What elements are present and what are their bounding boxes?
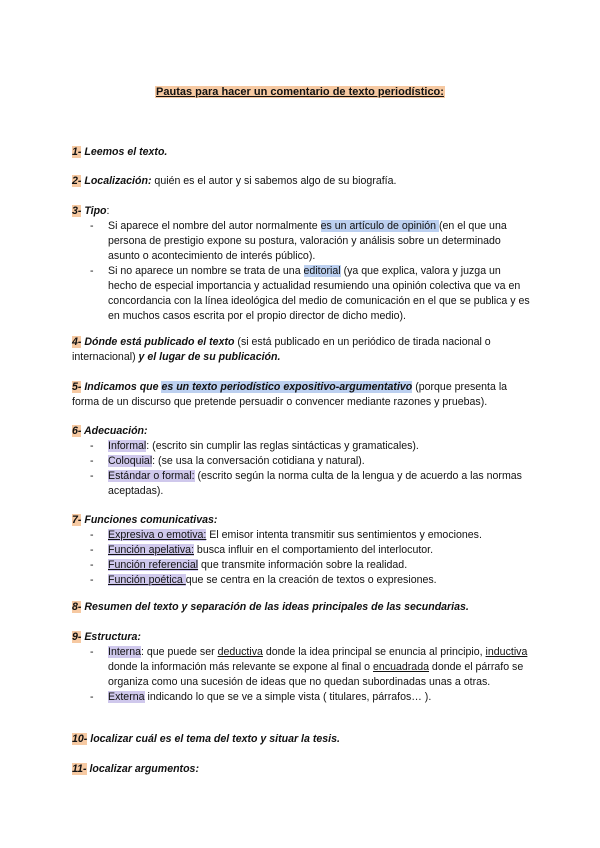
section-heading: Tipo	[81, 205, 107, 217]
highlight: editorial	[303, 265, 341, 277]
section-number: 9-	[72, 631, 82, 643]
section-heading: Leemos el texto.	[81, 146, 168, 158]
section-9	[72, 630, 532, 705]
section-number: 10-	[72, 733, 88, 745]
section-heading: localizar cuál es el tema del texto y situar la tesis.	[87, 733, 340, 745]
list-item: - Estándar o formal: (escrito según la norma culta de la lengua y de acuerdo a las normas aceptadas).	[72, 469, 532, 499]
section-heading: Localización:	[81, 175, 152, 187]
highlight: es un artículo de opinión	[320, 220, 439, 232]
section-1	[72, 145, 532, 160]
highlight: es un texto periodístico expositivo-argumentativo	[161, 381, 413, 393]
page-title: Pautas para hacer un comentario de texto periodístico:	[156, 86, 444, 98]
section-heading: Indicamos que	[81, 381, 162, 393]
type-list	[72, 219, 532, 324]
section-heading: Dónde está publicado el texto	[81, 336, 235, 348]
section-heading: Funciones comunicativas:	[81, 514, 218, 526]
section-5: 5- Indicamos que es un texto periodístico expositivo-argumentativo (porque presenta la forma de un discurso que pretende persuadir o convencer mediante razones y pruebas).	[72, 381, 508, 408]
section-10	[72, 732, 532, 747]
section-heading: Adecuación:	[81, 425, 148, 437]
section-number: 5-	[72, 381, 82, 393]
section-number: 2-	[72, 175, 82, 187]
section-number: 8-	[72, 601, 82, 613]
structure-list	[72, 645, 532, 705]
list-item: - Si aparece el nombre del autor normalmente es un artículo de opinión (en el que una persona de prestigio expone su postura, valoración y análisis sobre un determinado asunto o acontecimiento de interés público).	[72, 219, 532, 264]
list-item: - Externa indicando lo que se ve a simple vista ( titulares, párrafos… ).	[72, 690, 532, 705]
section-3: 3- Tipo: - Si aparece el nombre del autor normalmente es un artículo de opinión (en el que una persona de prestigio expone su postura, valoración y análisis sobre un determinado asunto o acontecimiento de interés público). - Si no aparece un nombre se trata de una editorial (ya que explica, valora y juzga un hecho de especial importancia y actualidad resumiendo una opinión colectiva que va en concordancia con la línea ideológica del medio de comunicación en el que se publica y es en muchos casos escrita por el propio director de dicho medio).	[72, 204, 532, 324]
section-4: 4- Dónde está publicado el texto (si está publicado en un periódico de tirada nacional o internacional) y el lugar de su publicación.	[72, 336, 491, 363]
list-item: - Coloquial: (se usa la conversación cotidiana y natural).	[72, 454, 532, 469]
section-11	[72, 762, 532, 777]
list-item: - Informal: (escrito sin cumplir las reglas sintácticas y gramaticales).	[72, 439, 532, 454]
section-heading: localizar argumentos:	[86, 763, 199, 775]
section-heading: Resumen del texto y separación de las ideas principales de las secundarias.	[81, 601, 469, 613]
functions-list	[72, 528, 532, 588]
section-number: 1-	[72, 146, 82, 158]
list-item: - Interna: que puede ser deductiva donde la idea principal se enuncia al principio, inductiva donde la información más relevante se expone al final o encuadrada donde el párrafo se organiza como una sucesión de ideas que no quedan subordinadas unas a otras.	[72, 645, 532, 690]
section-number: 4-	[72, 336, 82, 348]
section-number: 3-	[72, 205, 82, 217]
section-8	[72, 600, 542, 615]
section-6	[72, 424, 532, 499]
section-text: quién es el autor y si sabemos algo de su biografía.	[151, 175, 397, 187]
section-heading: Estructura:	[81, 631, 141, 643]
section-number: 7-	[72, 514, 82, 526]
list-item: - Si no aparece un nombre se trata de una editorial (ya que explica, valora y juzga un hecho de especial importancia y actualidad resumiendo una opinión colectiva que va en concordancia con la línea ideológica del medio de comunicación en el que se publica y es en muchos casos escrita por el propio director de dicho medio).	[72, 264, 532, 324]
section-7	[72, 513, 532, 588]
list-item: - Función referencial que transmite información sobre la realidad.	[72, 558, 532, 573]
section-2	[72, 174, 532, 189]
section-number: 6-	[72, 425, 82, 437]
list-item: - Expresiva o emotiva: El emisor intenta transmitir sus sentimientos y emociones.	[72, 528, 532, 543]
section-number: 11-	[72, 763, 87, 775]
list-item: - Función apelativa: busca influir en el comportamiento del interlocutor.	[72, 543, 532, 558]
list-item: - Función poética que se centra en la creación de textos o expresiones.	[72, 573, 532, 588]
adequacy-list	[72, 439, 532, 499]
